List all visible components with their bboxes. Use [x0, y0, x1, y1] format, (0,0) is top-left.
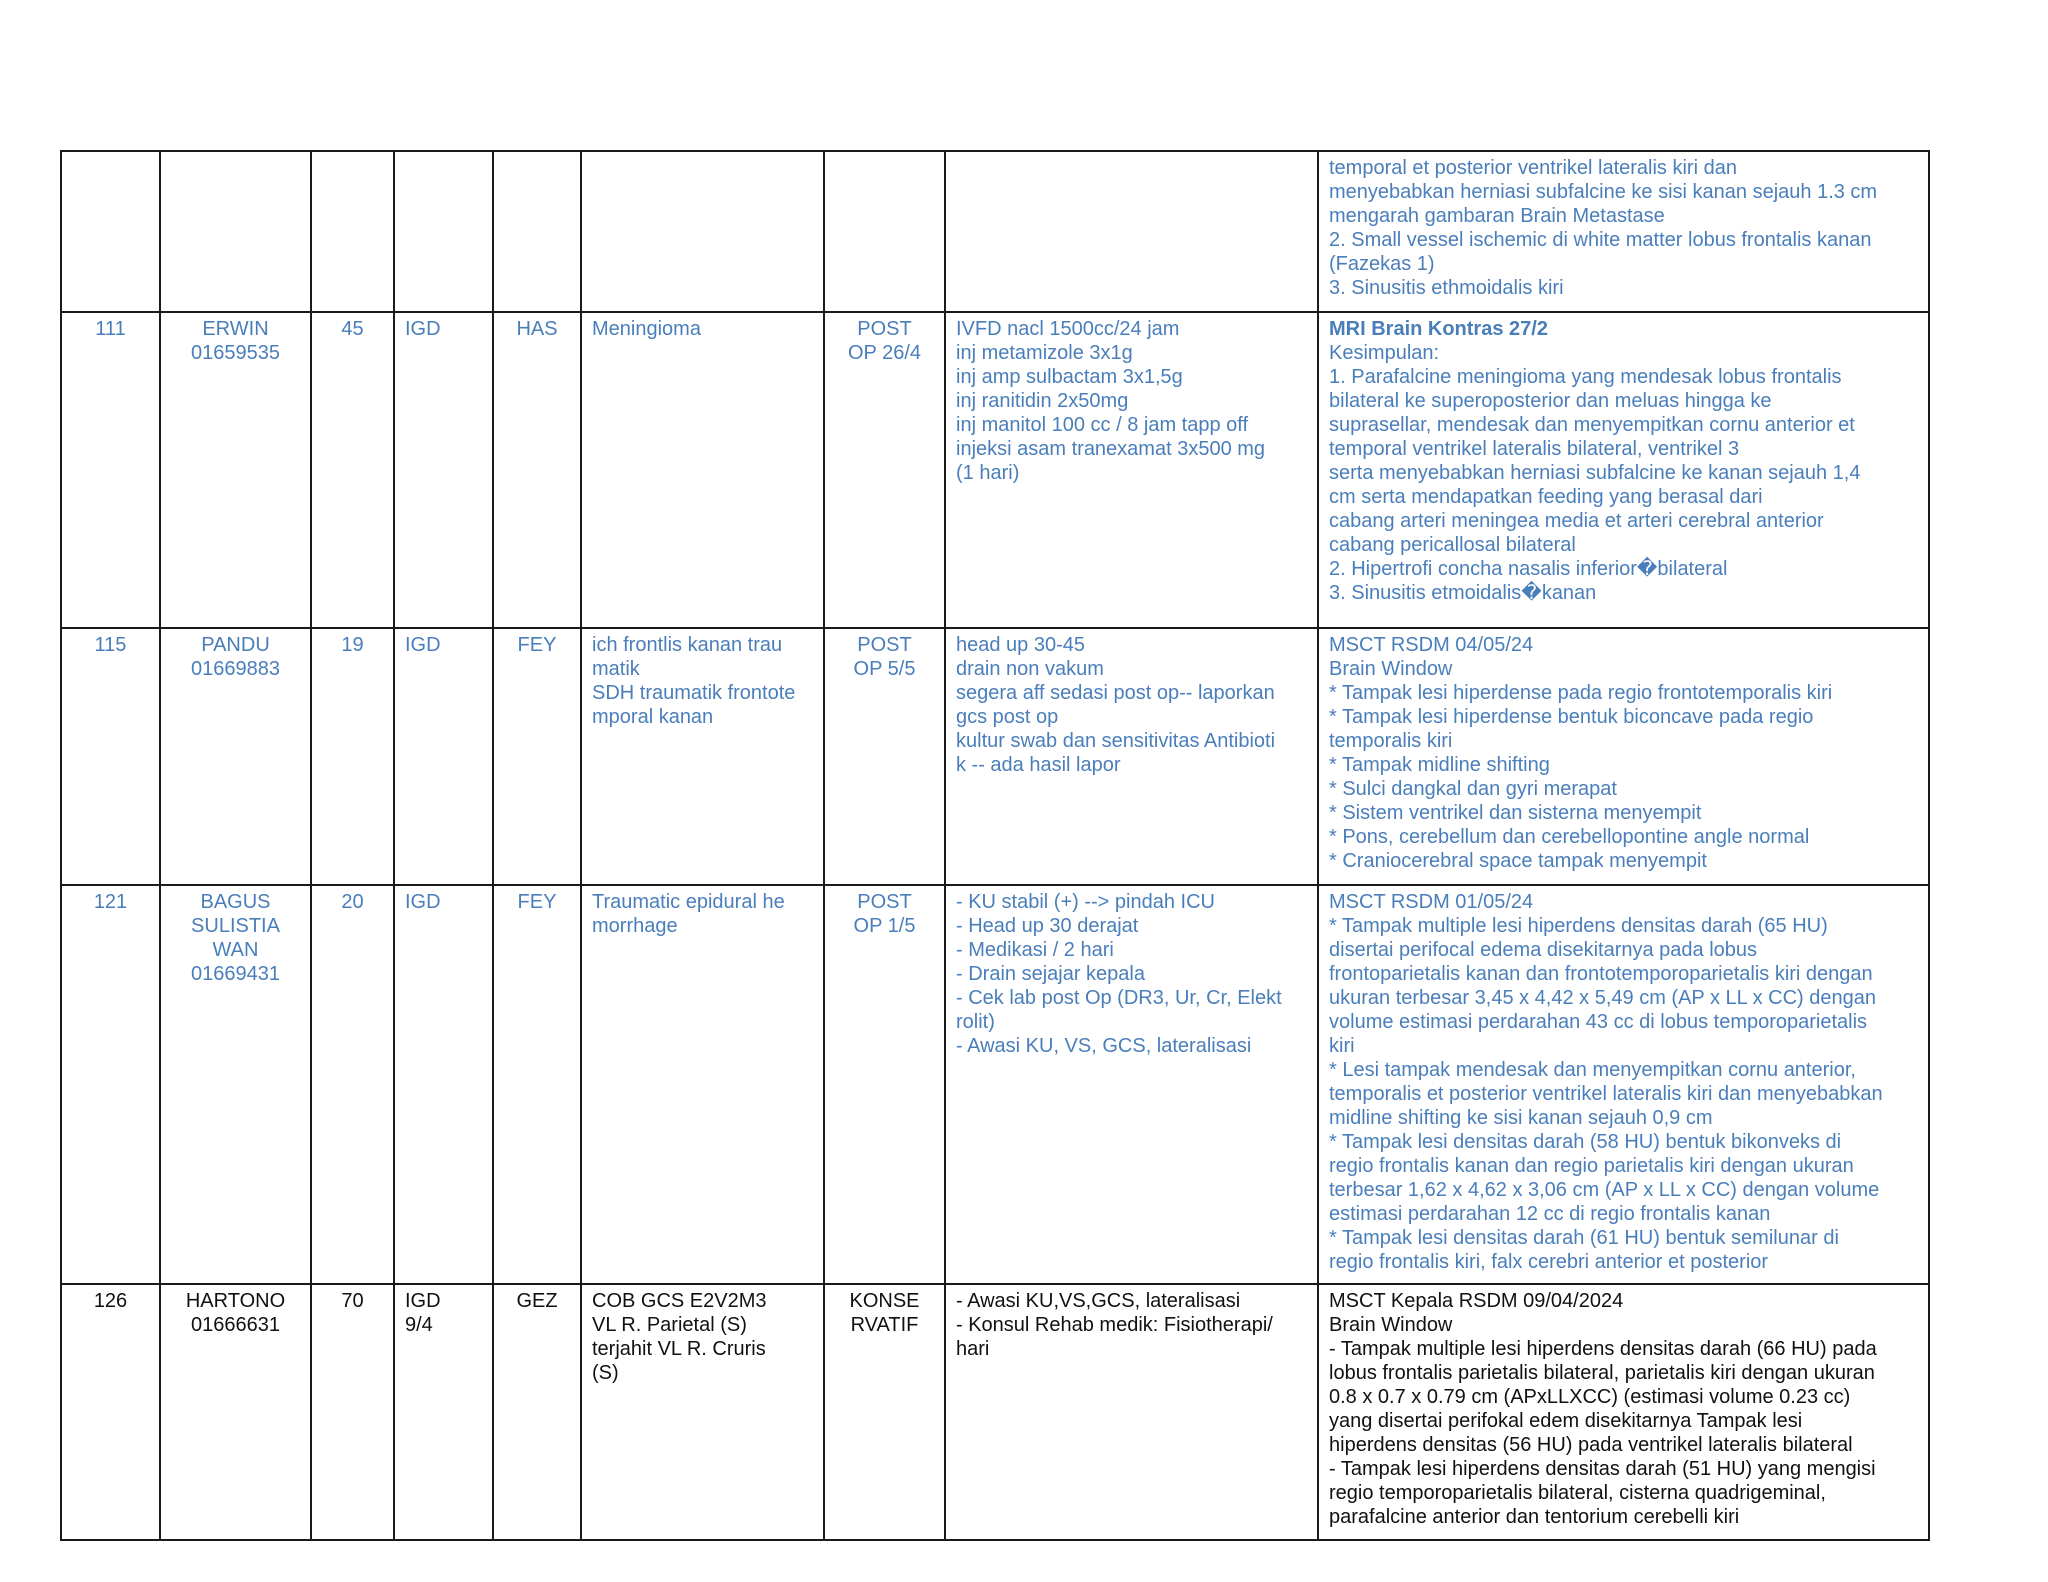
cell-line: 3. Sinusitis etmoidalis�kanan	[1329, 582, 1597, 604]
cell-text: IGD	[405, 318, 441, 340]
cell-age	[311, 885, 394, 1284]
cell-line: HARTONO	[185, 1290, 286, 1312]
cell-line: MSCT Kepala RSDM 09/04/2024	[1329, 1290, 1624, 1312]
cell-line: mporal kanan	[592, 706, 714, 728]
cell-line: (Fazekas 1)	[1329, 253, 1435, 275]
cell-line: (S)	[592, 1362, 619, 1384]
cell-line: gcs post op	[956, 706, 1059, 728]
cell-line: KONSE	[849, 1290, 920, 1312]
cell-source	[394, 151, 493, 312]
cell-diagnosis	[581, 628, 824, 885]
cell-patient-name	[160, 312, 311, 628]
cell-line: ukuran terbesar 3,45 x 4,42 x 5,49 cm (AP x LL x CC) dengan	[1329, 987, 1876, 1009]
cell-patient-name	[160, 1284, 311, 1540]
cell-source	[394, 628, 493, 885]
cell-line: MSCT RSDM 01/05/24	[1329, 891, 1534, 913]
cell-text: GEZ	[516, 1290, 558, 1312]
cell-line: kiri	[1329, 1035, 1355, 1057]
cell-source	[394, 885, 493, 1284]
cell-age	[311, 151, 394, 312]
cell-line: (1 hari)	[956, 462, 1020, 484]
cell-line: Brain Window	[1329, 658, 1453, 680]
cell-line: * Pons, cerebellum dan cerebellopontine angle normal	[1329, 826, 1810, 848]
cell-text: IGD 9/4	[405, 1290, 441, 1336]
cell-line: injeksi asam tranexamat 3x500 mg	[956, 438, 1266, 460]
cell-line: terjahit VL R. Cruris	[592, 1338, 766, 1360]
cell-line: - Awasi KU, VS, GCS, lateralisasi	[956, 1035, 1252, 1057]
cell-line: - Tampak multiple lesi hiperdens densitas darah (66 HU) pada	[1329, 1338, 1877, 1360]
cell-line: menyebabkan herniasi subfalcine ke sisi kanan sejauh 1.3 cm	[1329, 181, 1878, 203]
cell-text: FEY	[517, 634, 557, 656]
cell-line: VL R. Parietal (S)	[592, 1314, 747, 1336]
cell-imaging	[1318, 151, 1929, 312]
cell-status	[824, 151, 945, 312]
cell-line: morrhage	[592, 915, 678, 937]
cell-line: * Tampak midline shifting	[1329, 754, 1550, 776]
cell-line: estimasi perdarahan 12 cc di regio frontalis kanan	[1329, 1203, 1771, 1225]
cell-text: 115	[94, 634, 127, 656]
cell-line: * Tampak lesi densitas darah (58 HU) bentuk bikonveks di	[1329, 1131, 1842, 1153]
cell-line: POST	[857, 891, 912, 913]
cell-line: disertai perifocal edema disekitarnya pada lobus	[1329, 939, 1758, 961]
cell-patient-name	[160, 151, 311, 312]
cell-text: 19	[341, 634, 364, 656]
cell-text: 20	[341, 891, 364, 913]
cell-age	[311, 312, 394, 628]
cell-line: * Tampak multiple lesi hiperdens densitas darah (65 HU)	[1329, 915, 1828, 937]
cell-line: - Drain sejajar kepala	[956, 963, 1145, 985]
cell-age	[311, 628, 394, 885]
cell-line: BAGUS	[200, 891, 271, 913]
table-row	[61, 312, 1929, 628]
cell-line: head up 30-45	[956, 634, 1086, 656]
cell-line: volume estimasi perdarahan 43 cc di lobus temporoparietalis	[1329, 1011, 1868, 1033]
cell-text: 45	[341, 318, 364, 340]
cell-line: k -- ada hasil lapor	[956, 754, 1121, 776]
cell-line: OP 26/4	[847, 342, 922, 364]
cell-therapy	[945, 885, 1318, 1284]
cell-line: * Sistem ventrikel dan sisterna menyempit	[1329, 802, 1702, 824]
cell-status	[824, 885, 945, 1284]
cell-therapy	[945, 628, 1318, 885]
table-row	[61, 885, 1929, 1284]
cell-source	[394, 312, 493, 628]
cell-status	[824, 628, 945, 885]
table-row	[61, 628, 1929, 885]
cell-line: 2. Hipertrofi concha nasalis inferior�bilateral	[1329, 558, 1728, 580]
cell-line: 01666631	[191, 1314, 280, 1336]
cell-line: * Tampak lesi hiperdense pada regio frontotemporalis kiri	[1329, 682, 1833, 704]
cell-text: IGD	[405, 634, 441, 656]
cell-line: frontoparietalis kanan dan frontotemporoparietalis kiri dengan	[1329, 963, 1873, 985]
cell-number	[61, 628, 160, 885]
cell-line: inj amp sulbactam 3x1,5g	[956, 366, 1183, 388]
cell-line: * Tampak lesi densitas darah (61 HU) bentuk semilunar di	[1329, 1227, 1839, 1249]
cell-number	[61, 312, 160, 628]
cell-source	[394, 1284, 493, 1540]
patient-census-table	[60, 150, 1930, 1541]
cell-line: 01669883	[191, 658, 280, 680]
cell-doctor	[493, 628, 581, 885]
cell-line: ERWIN	[202, 318, 269, 340]
cell-line: inj metamizole 3x1g	[956, 342, 1133, 364]
cell-line: 01659535	[191, 342, 280, 364]
cell-line: terbesar 1,62 x 4,62 x 3,06 cm (AP x LL x CC) dengan volume	[1329, 1179, 1880, 1201]
cell-line: regio frontalis kiri, falx cerebri anterior et posterior	[1329, 1251, 1769, 1273]
cell-text: 121	[93, 891, 128, 913]
cell-line: temporal et posterior ventrikel lateralis kiri dan	[1329, 157, 1737, 179]
cell-line: ich frontlis kanan trau	[592, 634, 783, 656]
cell-line: IVFD nacl 1500cc/24 jam	[956, 318, 1180, 340]
cell-line: - Medikasi / 2 hari	[956, 939, 1114, 961]
cell-line: matik	[592, 658, 640, 680]
cell-line: - Konsul Rehab medik: Fisiotherapi/	[956, 1314, 1273, 1336]
cell-line: - Head up 30 derajat	[956, 915, 1139, 937]
cell-doctor	[493, 1284, 581, 1540]
cell-line: temporalis kiri	[1329, 730, 1453, 752]
cell-line: * Craniocerebral space tampak menyempit	[1329, 850, 1707, 872]
cell-line: 0.8 x 0.7 x 0.79 cm (APxLLXCC) (estimasi volume 0.23 cc)	[1329, 1386, 1851, 1408]
cell-line: - Cek lab post Op (DR3, Ur, Cr, Elekt	[956, 987, 1282, 1009]
cell-line: SDH traumatik frontote	[592, 682, 796, 704]
cell-text: 70	[341, 1290, 364, 1312]
cell-line: Kesimpulan:	[1329, 342, 1440, 364]
cell-line: midline shifting ke sisi kanan sejauh 0,9 cm	[1329, 1107, 1713, 1129]
cell-imaging	[1318, 885, 1929, 1284]
cell-line: MSCT RSDM 04/05/24	[1329, 634, 1534, 656]
cell-diagnosis	[581, 312, 824, 628]
cell-line: temporal ventrikel lateralis bilateral, ventrikel 3	[1329, 438, 1740, 460]
cell-line: 3. Sinusitis ethmoidalis kiri	[1329, 277, 1564, 299]
cell-line: Traumatic epidural he	[592, 891, 785, 913]
cell-line: cm serta mendapatkan feeding yang berasal dari	[1329, 486, 1763, 508]
cell-line: mengarah gambaran Brain Metastase	[1329, 205, 1665, 227]
cell-imaging	[1318, 628, 1929, 885]
cell-line: 1. Parafalcine meningioma yang mendesak lobus frontalis	[1329, 366, 1842, 388]
cell-imaging	[1318, 1284, 1929, 1540]
cell-line: POST	[857, 318, 912, 340]
cell-line: POST	[857, 634, 912, 656]
cell-line: * Tampak lesi hiperdense bentuk biconcave pada regio	[1329, 706, 1814, 728]
cell-line: * Sulci dangkal dan gyri merapat	[1329, 778, 1617, 800]
cell-imaging	[1318, 312, 1929, 628]
cell-diagnosis	[581, 1284, 824, 1540]
cell-line: suprasellar, mendesak dan menyempitkan cornu anterior et	[1329, 414, 1855, 436]
cell-line: - KU stabil (+) --> pindah ICU	[956, 891, 1215, 913]
cell-line: regio frontalis kanan dan regio parietalis kiri dengan ukuran	[1329, 1155, 1854, 1177]
cell-age	[311, 1284, 394, 1540]
cell-text: 126	[93, 1290, 128, 1312]
cell-line: - Tampak lesi hiperdens densitas darah (51 HU) yang mengisi	[1329, 1458, 1876, 1480]
cell-text: HAS	[516, 318, 558, 340]
cell-line: lobus frontalis parietalis bilateral, parietalis kiri dengan ukuran	[1329, 1362, 1875, 1384]
cell-line: hari	[956, 1338, 990, 1360]
cell-line: segera aff sedasi post op-- laporkan	[956, 682, 1275, 704]
cell-patient-name	[160, 628, 311, 885]
cell-line: Meningioma	[592, 318, 701, 340]
cell-text: 111	[95, 318, 126, 340]
cell-doctor	[493, 885, 581, 1284]
cell-line: regio temporoparietalis bilateral, cisterna quadrigeminal,	[1329, 1482, 1826, 1504]
cell-line: cabang pericallosal bilateral	[1329, 534, 1576, 556]
cell-number	[61, 1284, 160, 1540]
cell-status	[824, 1284, 945, 1540]
cell-number	[61, 151, 160, 312]
cell-line: inj manitol 100 cc / 8 jam tapp off	[956, 414, 1249, 436]
cell-therapy	[945, 1284, 1318, 1540]
cell-doctor	[493, 312, 581, 628]
cell-line: 01669431	[191, 963, 280, 985]
cell-line: OP 5/5	[853, 658, 916, 680]
cell-line: 2. Small vessel ischemic di white matter lobus frontalis kanan	[1329, 229, 1872, 251]
cell-line: MRI Brain Kontras 27/2	[1329, 318, 1548, 340]
cell-line: rolit)	[956, 1011, 995, 1033]
cell-line: SULISTIA	[191, 915, 280, 937]
cell-line: * Lesi tampak mendesak dan menyempitkan cornu anterior,	[1329, 1059, 1856, 1081]
cell-patient-name	[160, 885, 311, 1284]
cell-line: RVATIF	[850, 1314, 919, 1336]
table-row	[61, 151, 1929, 312]
table-row	[61, 1284, 1929, 1540]
cell-line: bilateral ke superoposterior dan meluas hingga ke	[1329, 390, 1772, 412]
cell-line: hiperdens densitas (56 HU) pada ventrikel lateralis bilateral	[1329, 1434, 1853, 1456]
cell-line: yang disertai perifokal edem disekitarnya Tampak lesi	[1329, 1410, 1803, 1432]
cell-therapy	[945, 151, 1318, 312]
cell-text: FEY	[517, 891, 557, 913]
cell-diagnosis	[581, 151, 824, 312]
cell-line: serta menyebabkan herniasi subfalcine ke kanan sejauh 1,4	[1329, 462, 1861, 484]
cell-diagnosis	[581, 885, 824, 1284]
cell-line: Brain Window	[1329, 1314, 1453, 1336]
cell-line: temporalis et posterior ventrikel lateralis kiri dan menyebabkan	[1329, 1083, 1883, 1105]
cell-status	[824, 312, 945, 628]
cell-line: inj ranitidin 2x50mg	[956, 390, 1129, 412]
cell-line: cabang arteri meningea media et arteri cerebral anterior	[1329, 510, 1824, 532]
cell-text: IGD	[405, 891, 441, 913]
cell-doctor	[493, 151, 581, 312]
cell-line: - Awasi KU,VS,GCS, lateralisasi	[956, 1290, 1241, 1312]
cell-therapy	[945, 312, 1318, 628]
cell-line: kultur swab dan sensitivitas Antibioti	[956, 730, 1276, 752]
cell-line: OP 1/5	[853, 915, 916, 937]
cell-line: PANDU	[201, 634, 270, 656]
cell-line: drain non vakum	[956, 658, 1104, 680]
cell-line: parafalcine anterior dan tentorium cerebelli kiri	[1329, 1506, 1740, 1528]
cell-line: WAN	[212, 939, 259, 961]
cell-number	[61, 885, 160, 1284]
cell-line: COB GCS E2V2M3	[592, 1290, 767, 1312]
